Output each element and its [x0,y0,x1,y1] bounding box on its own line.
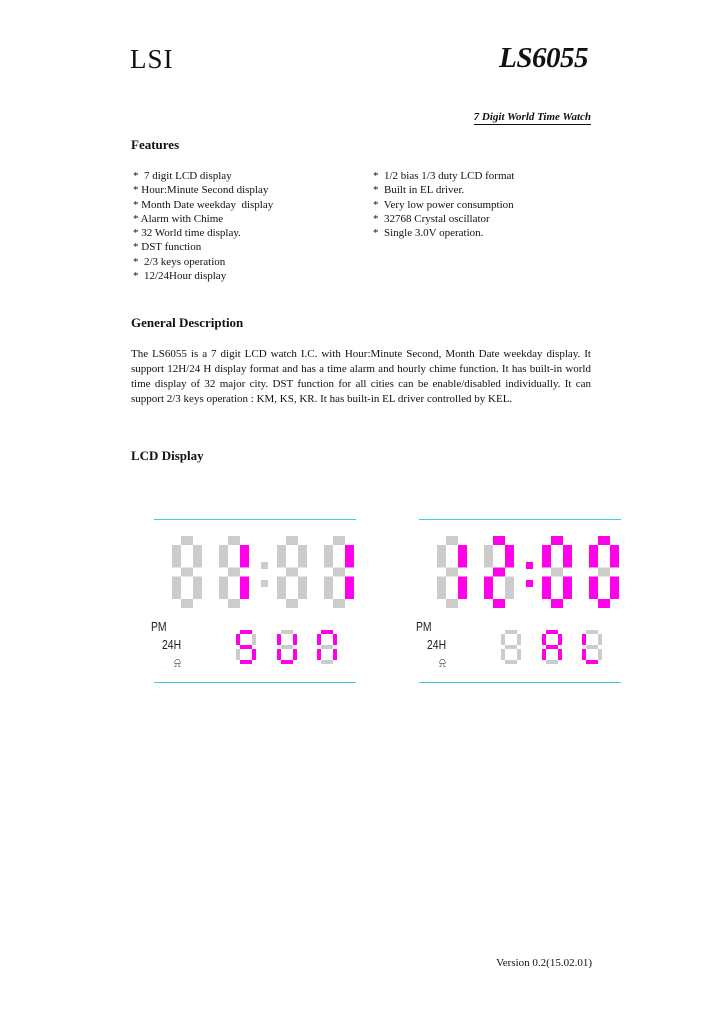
big-digit-4-seg-g [598,568,610,577]
big-digit-3-seg-e [542,577,551,600]
big-digit-1-seg-a [446,536,458,545]
small-char-2-seg-b [558,634,562,645]
big-digit-1-seg-f [172,545,181,568]
small-char-1-seg-c [517,649,521,660]
big-digit-2-seg-a [493,536,505,545]
feature-item: * 12/24Hour display [133,270,227,283]
small-char-2-seg-g [281,645,293,649]
lcd-panel-weekday [151,519,356,683]
small-char-2-seg-d [281,660,293,664]
big-digit-2-seg-d [493,599,505,608]
big-digit-2-seg-f [219,545,228,568]
feature-item: * DST function [133,241,202,254]
small-char-1-seg-b [252,634,256,645]
features-heading: Features [131,137,180,152]
general-description-heading: General Description [131,315,244,330]
small-char-3-seg-c [333,649,337,660]
colon-dot-bottom [261,580,268,587]
small-char-3-seg-d [586,660,598,664]
small-char-2-seg-d [546,660,558,664]
big-digit-1-seg-e [172,577,181,600]
small-char-3-seg-a [586,630,598,634]
small-char-1-seg-g [505,645,517,649]
feature-item: * 2/3 keys operation [133,255,226,268]
feature-item: * 1/2 bias 1/3 duty LCD format [373,170,515,182]
small-char-3-seg-f [317,634,321,645]
small-char-3-seg-b [333,634,337,645]
feature-item: * 7 digit LCD display [133,170,232,182]
small-char-2-seg-a [281,630,293,634]
big-digit-4-seg-c [345,577,354,600]
features-list-right [373,169,514,240]
small-char-2-seg-g [546,645,558,649]
small-char-1-seg-d [240,660,252,664]
big-digit-4-seg-e [324,577,333,600]
lcd-display-heading: LCD Display [131,448,204,463]
small-char-1-seg-g [240,645,252,649]
small-char-1-seg-f [501,634,505,645]
lcd-segments [419,520,621,682]
small-char-3-seg-c [598,649,602,660]
small-char-2-seg-c [558,649,562,660]
small-char-3-seg-e [317,649,321,660]
small-char-3-seg-f [582,634,586,645]
pm-indicator: PM [416,619,432,634]
big-digit-3-seg-f [542,545,551,568]
big-digit-2-seg-c [505,577,514,600]
small-char-3-seg-g [586,645,598,649]
24h-indicator: 24H [162,637,182,652]
big-digit-1-seg-g [181,568,193,577]
big-digit-2-seg-a [228,536,240,545]
small-char-3-seg-g [321,645,333,649]
feature-item: * 32768 Crystal oscillator [373,212,490,225]
feature-item: * 32 World time display. [133,227,241,240]
small-char-2-seg-c [293,649,297,660]
feature-item: * Very low power consumption [373,198,514,211]
small-char-3-seg-d [321,660,333,664]
big-digit-3-seg-c [298,577,307,600]
feature-item: * Single 3.0V operation. [373,227,484,240]
big-digit-2-seg-e [219,577,228,600]
big-digit-4-seg-f [589,545,598,568]
big-digit-3-seg-d [286,599,298,608]
colon-dot-top [261,562,268,569]
big-digit-4-seg-a [598,536,610,545]
big-digit-3-seg-e [277,577,286,600]
big-digit-3-seg-c [563,577,572,600]
big-digit-1-seg-b [458,545,467,568]
big-digit-1-seg-g [446,568,458,577]
big-digit-2-seg-e [484,577,493,600]
version-footer: Version 0.2(15.02.01) [496,957,592,969]
small-char-1-seg-d [505,660,517,664]
colon-dot-bottom [526,580,533,587]
small-char-3-seg-e [582,649,586,660]
small-char-1-seg-c [252,649,256,660]
small-char-1-seg-f [236,634,240,645]
big-digit-1-seg-e [437,577,446,600]
big-digit-2-seg-b [505,545,514,568]
small-char-3-seg-b [598,634,602,645]
feature-item: * Built in EL driver. [373,184,465,197]
feature-item: * Month Date weekday display [133,198,274,211]
big-digit-4-seg-b [610,545,619,568]
big-digit-3-seg-g [286,568,298,577]
big-digit-3-seg-a [551,536,563,545]
general-description-text: The LS6055 is a 7 digit LCD watch I.C. with Hour:Minute Second, Month Date weekday display. It support 12H/24 H display format and has a time alarm and hourly chime function. It has built-in world time display of 32 major city. DST function for all cities can be enable/disabled individually. It can support 2/3 keys operation : KM, KS, KR. It has built-in EL driver controlled by KEL. [131,348,591,405]
part-number: LS6055 [499,42,588,74]
lcd-panel-time [416,519,621,683]
feature-item: * Alarm with Chime [133,212,224,225]
big-digit-1-seg-c [458,577,467,600]
big-digit-3-seg-b [298,545,307,568]
big-digit-4-seg-e [589,577,598,600]
small-char-3-seg-a [321,630,333,634]
big-digit-3-seg-g [551,568,563,577]
document-subtitle: 7 Digit World Time Watch [473,111,591,123]
big-digit-1-seg-d [446,599,458,608]
big-digit-2-seg-g [493,568,505,577]
big-digit-4-seg-b [345,545,354,568]
big-digit-1-seg-c [193,577,202,600]
lcd-segments [154,520,356,682]
small-char-2-seg-e [542,649,546,660]
small-char-2-seg-e [277,649,281,660]
big-digit-3-seg-d [551,599,563,608]
big-digit-4-seg-c [610,577,619,600]
small-char-1-seg-a [240,630,252,634]
big-digit-4-seg-a [333,536,345,545]
big-digit-2-seg-b [240,545,249,568]
small-char-2-seg-f [277,634,281,645]
big-digit-1-seg-b [193,545,202,568]
small-char-1-seg-a [505,630,517,634]
big-digit-1-seg-f [437,545,446,568]
big-digit-3-seg-f [277,545,286,568]
feature-item: * Hour:Minute Second display [133,184,269,197]
big-digit-4-seg-d [333,599,345,608]
big-digit-2-seg-f [484,545,493,568]
bell-icon: ⍾ [174,655,181,670]
features-list-left [133,169,273,283]
brand-label: LSI [130,44,174,74]
big-digit-3-seg-b [563,545,572,568]
small-char-1-seg-e [501,649,505,660]
pm-indicator: PM [151,619,167,634]
colon-dot-top [526,562,533,569]
bell-icon: ⍾ [439,655,446,670]
big-digit-4-seg-d [598,599,610,608]
subtitle-row [130,107,591,125]
big-digit-4-seg-g [333,568,345,577]
small-char-2-seg-b [293,634,297,645]
small-char-1-seg-e [236,649,240,660]
24h-indicator: 24H [427,637,447,652]
big-digit-2-seg-c [240,577,249,600]
big-digit-2-seg-g [228,568,240,577]
small-char-2-seg-a [546,630,558,634]
small-char-2-seg-f [542,634,546,645]
big-digit-2-seg-d [228,599,240,608]
small-char-1-seg-b [517,634,521,645]
big-digit-1-seg-d [181,599,193,608]
big-digit-4-seg-f [324,545,333,568]
big-digit-1-seg-a [181,536,193,545]
big-digit-3-seg-a [286,536,298,545]
